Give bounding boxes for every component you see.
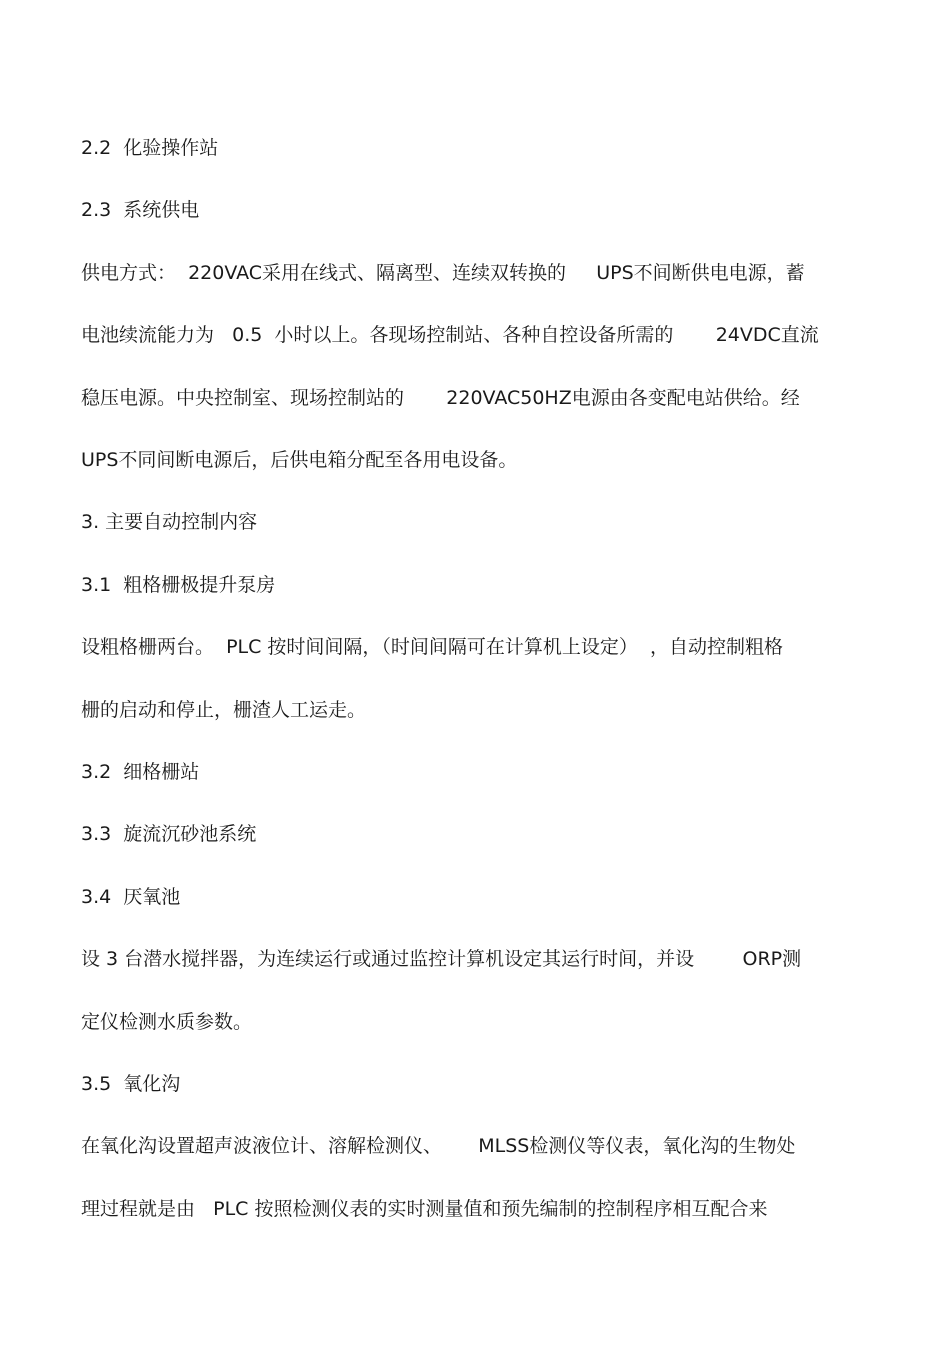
heading-2-2: 2.2 化验操作站 — [81, 137, 219, 159]
paragraph-line: 设粗格栅两台。 PLC 按时间间隔，（时间间隔可在计算机上设定） ，自动控制粗格 — [81, 636, 784, 658]
heading-3: 3. 主要自动控制内容 — [81, 511, 258, 533]
paragraph-line: UPS不同间断电源后，后供电箱分配至各用电设备。 — [81, 449, 518, 471]
paragraph-line: 在氧化沟设置超声波液位计、溶解检测仪、 MLSS检测仪等仪表，氧化沟的生物处 — [81, 1135, 796, 1157]
paragraph-line: 设 3 台潜水搅拌器，为连续运行或通过监控计算机设定其运行时间，并设 ORP测 — [81, 948, 802, 970]
heading-3-5: 3.5 氧化沟 — [81, 1073, 181, 1095]
paragraph-line: 理过程就是由 PLC 按照检测仪表的实时测量值和预先编制的控制程序相互配合来 — [81, 1198, 768, 1220]
heading-3-4: 3.4 厌氧池 — [81, 886, 181, 908]
paragraph-line: 供电方式： 220VAC采用在线式、隔离型、连续双转换的 UPS不间断供电电源，蓄 — [81, 262, 805, 284]
paragraph-line: 定仪检测水质参数。 — [81, 1011, 253, 1033]
heading-3-1: 3.1 粗格栅极提升泵房 — [81, 574, 276, 596]
paragraph-line: 栅的启动和停止，栅渣人工运走。 — [81, 699, 367, 721]
heading-3-2: 3.2 细格栅站 — [81, 761, 200, 783]
paragraph-line: 电池续流能力为 0.5 小时以上。各现场控制站、各种自控设备所需的 24VDC直流 — [81, 324, 819, 346]
heading-3-3: 3.3 旋流沉砂池系统 — [81, 823, 257, 845]
paragraph-line: 稳压电源。中央控制室、现场控制站的 220VAC50HZ电源由各变配电站供给。经 — [81, 387, 800, 409]
heading-2-3: 2.3 系统供电 — [81, 199, 200, 221]
